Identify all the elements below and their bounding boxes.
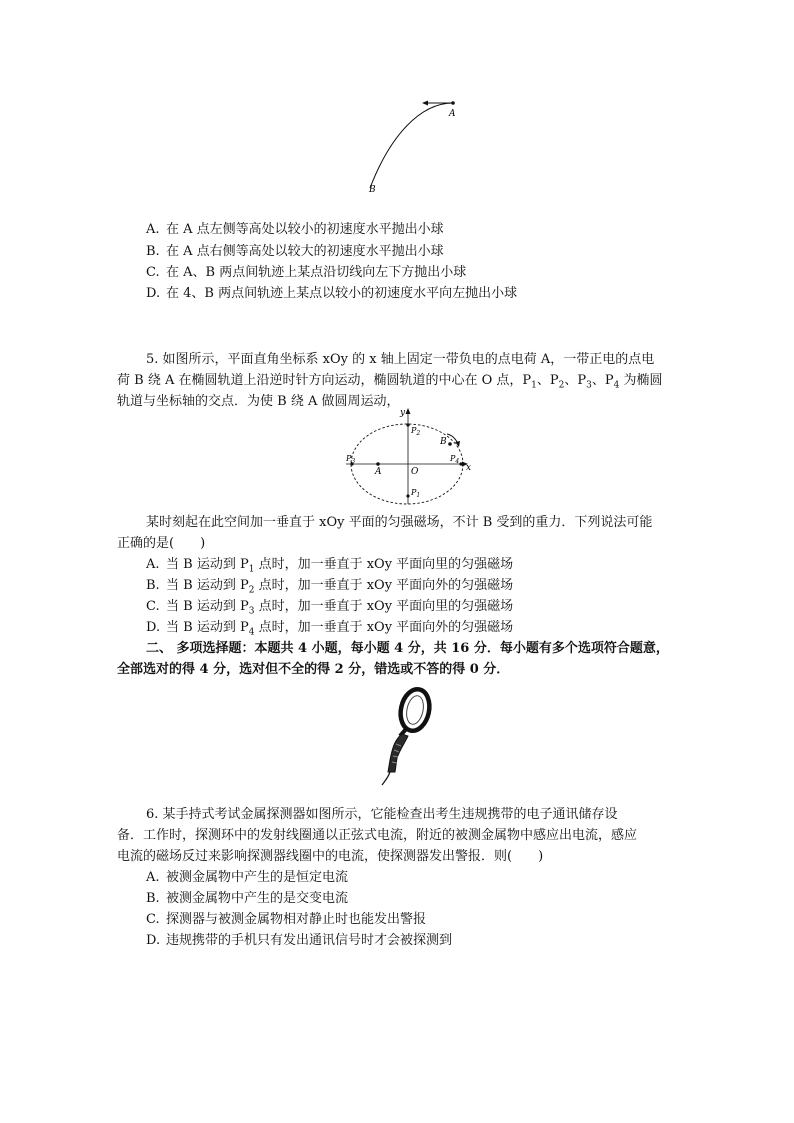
q6-option-d: D. 违规携带的手机只有发出通讯信号时才会被探测到 [146, 933, 453, 948]
y-axis-arrow-icon [406, 408, 411, 414]
trajectory-curve [370, 103, 453, 188]
label-point-a: A [449, 109, 456, 119]
label-p2: $P_2$ [411, 426, 421, 437]
metal-detector-figure [370, 686, 440, 786]
point-p4 [459, 462, 462, 465]
q5-stem-line-3: 轨道与坐标轴的交点．为使 B 绕 A 做圆周运动， [117, 394, 400, 409]
point-p2 [406, 423, 409, 426]
q6-option-a: A. 被测金属物中产生的是恒定电流 [146, 870, 349, 885]
q5-option-b: B. 当 B 运动到 $P_2$ 点时，加一垂直于 xOy 平面向外的匀强磁场 [146, 578, 514, 596]
q6-stem-line-1: 6. 某手持式考试金属探测器如图所示，它能检查出考生违规携带的电子通讯储存设 [146, 807, 618, 822]
label-p4: $P_4$ [450, 454, 460, 465]
detector-ring-outer [397, 687, 433, 734]
ellipse-orbit-figure [344, 406, 479, 506]
section-2-heading-line-1: 二、 多项选择题：本题共 4 小题，每小题 4 分，共 16 分．每小题有多个选项符合题意， [146, 641, 669, 656]
detector-handle [388, 734, 408, 772]
label-a: A [375, 467, 382, 477]
q5-option-c: C. 当 B 运动到 $P_3$ 点时，加一垂直于 xOy 平面向里的匀强磁场 [146, 599, 514, 617]
trajectory-figure [360, 96, 470, 196]
q6-stem-line-2: 备．工作时，探测环中的发射线圈通以正弦式电流，附近的被测金属物中感应出电流，感应 [117, 828, 638, 843]
label-o: O [411, 467, 419, 477]
q4-option-a: A. 在 A 点左侧等高处以较小的初速度水平抛出小球 [146, 222, 444, 237]
q5-stem-line-2: 荷 B 绕 A 在椭圆轨道上沿逆时针方向运动，椭圆轨道的中心在 O 点，$P_1$、$P_2$、$P_3$、$P_4$ 为椭圆 [117, 373, 663, 391]
charge-b [448, 442, 452, 446]
detector-ring-inner [404, 694, 426, 726]
label-point-b: B [369, 185, 376, 195]
point-p1 [406, 494, 409, 497]
q5-stem-line-5: 正确的是( ) [117, 536, 206, 551]
label-x: x [466, 463, 472, 473]
q6-option-b: B. 被测金属物中产生的是交变电流 [146, 891, 349, 906]
label-p3: $P_3$ [346, 454, 356, 465]
q6-option-c: C. 探测器与被测金属物相对静止时也能发出警报 [146, 912, 427, 927]
q4-option-c: C. 在 A、B 两点间轨迹上某点沿切线向左下方抛出小球 [146, 265, 467, 280]
label-b: B [440, 437, 447, 447]
arrowhead-icon [422, 101, 428, 106]
q5-stem-line-4: 某时刻起在此空间加一垂直于 xOy 平面的匀强磁场，不计 B 受到的重力．下列说法可能 [146, 515, 653, 530]
q6-stem-line-3: 电流的磁场反过来影响探测器线圈中的电流，使探测器发出警报．则( ) [117, 849, 544, 864]
q4-option-b: B. 在 A 点右侧等高处以较大的初速度水平抛出小球 [146, 244, 444, 259]
q4-option-d: D. 在 4、B 两点间轨迹上某点以较小的初速度水平向左抛出小球 [146, 286, 518, 301]
q5-option-d: D. 当 B 运动到 $P_4$ 点时，加一垂直于 xOy 平面向外的匀强磁场 [146, 620, 514, 638]
point-a [451, 101, 455, 105]
label-y: y [400, 408, 406, 418]
q5-option-a: A. 当 B 运动到 $P_1$ 点时，加一垂直于 xOy 平面向里的匀强磁场 [146, 557, 514, 575]
q5-stem-line-1: 5. 如图所示，平面直角坐标系 xOy 的 x 轴上固定一带负电的点电荷 A，一带正电的点电 [146, 352, 655, 367]
charge-a [376, 462, 380, 466]
section-2-heading-line-2: 全部选对的得 4 分，选对但不全的得 2 分，错选或不答的得 0 分． [117, 662, 510, 677]
label-p1: $P_1$ [411, 488, 421, 499]
detector-cord [382, 772, 390, 785]
